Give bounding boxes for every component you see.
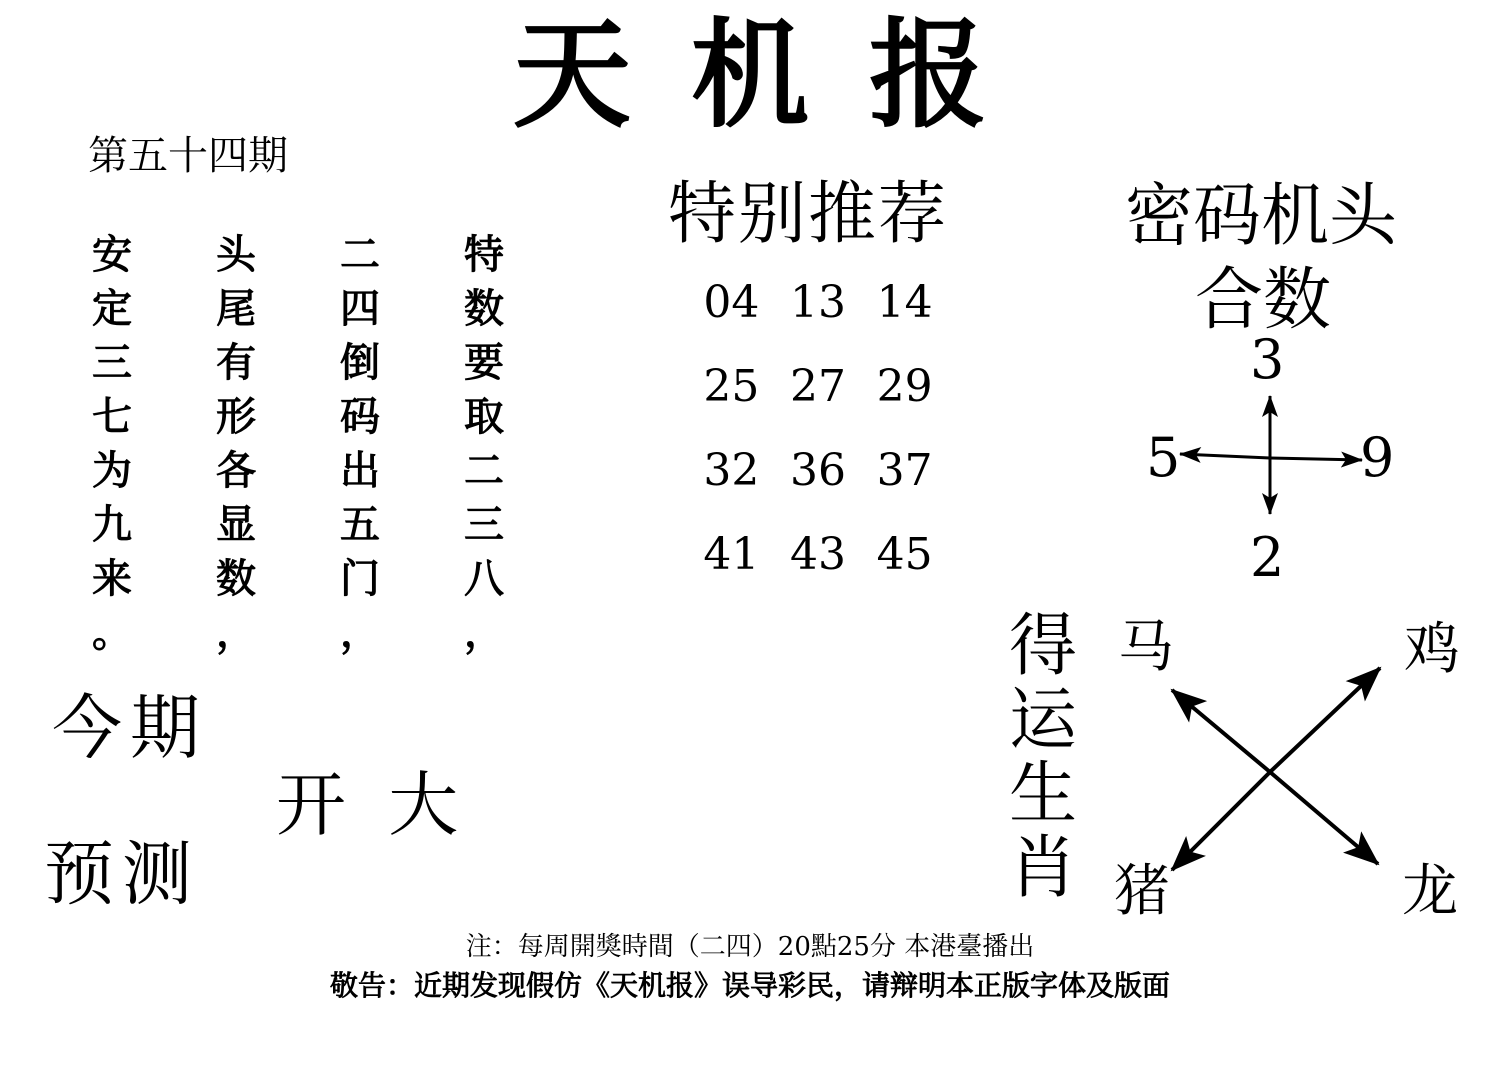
- poem-char: 码: [340, 394, 380, 440]
- recommend-number: 41: [703, 529, 760, 580]
- poem-char: 各: [216, 448, 256, 494]
- recommend-row: [688, 446, 948, 496]
- recommend-row: [688, 362, 948, 412]
- poem-char: 来: [92, 556, 132, 602]
- poem-char: 二: [464, 448, 504, 494]
- poem-char: 九: [92, 502, 132, 548]
- newspaper-title: 天机报: [512, 6, 1047, 144]
- recommend-number: 13: [790, 277, 846, 328]
- poem-char: 。: [92, 610, 132, 656]
- poem-char: 三: [464, 502, 504, 548]
- forecast-line-3: 预测: [44, 833, 200, 915]
- broadcast-note: 注：每周開獎時間（二四）20點25分 本港臺播出: [465, 932, 1035, 962]
- poem-char: 门: [340, 556, 380, 602]
- poem-char: 形: [216, 394, 256, 440]
- code-number-top: 3: [1250, 328, 1285, 391]
- poem-char: ，: [216, 610, 256, 656]
- poem-char: 出: [340, 448, 380, 494]
- recommend-number: 04: [703, 277, 760, 328]
- poem-char: 定: [92, 286, 132, 332]
- poem-char: 三: [92, 340, 132, 386]
- poem-column-2: [206, 228, 266, 660]
- recommend-number: 27: [790, 361, 846, 412]
- poem-char: 四: [340, 286, 380, 332]
- lucky-zodiac-title: [1008, 607, 1078, 908]
- poem-char: ，: [464, 610, 504, 656]
- recommend-row: [688, 278, 948, 328]
- poem-char: 显: [216, 502, 256, 548]
- poem-char: 有: [216, 340, 256, 386]
- x-arrows: [1172, 668, 1380, 870]
- poem-column-3: [330, 228, 390, 660]
- code-head-title: 密码机头: [1125, 177, 1398, 256]
- code-number-right: 9: [1360, 426, 1395, 489]
- poem-char: 为: [92, 448, 132, 494]
- poem-char: 倒: [340, 340, 380, 386]
- poem-char: 特: [464, 232, 504, 278]
- poem-char: 二: [340, 232, 380, 278]
- poem-column-4: [454, 228, 514, 660]
- zodiac-bottom-left: 猪: [1114, 859, 1170, 924]
- poem-column-1: [82, 228, 142, 660]
- poem-char: 八: [464, 556, 504, 602]
- cross-arrows: [1180, 396, 1362, 514]
- recommend-number: 37: [876, 445, 933, 496]
- zodiac-bottom-right: 龙: [1402, 859, 1458, 924]
- recommend-number: 36: [790, 445, 846, 496]
- warning-notice: 敬告：近期发现假仿《天机报》误导彩民，请辩明本正版字体及版面: [329, 969, 1170, 1002]
- recommend-row: [688, 530, 948, 580]
- zodiac-top-left: 马: [1118, 615, 1174, 680]
- poem-char: 头: [216, 232, 256, 278]
- poem-char: 数: [464, 286, 504, 332]
- recommend-number: 25: [703, 361, 760, 412]
- zodiac-top-right: 鸡: [1404, 617, 1460, 682]
- lucky-zodiac-title-char: 肖: [1008, 829, 1077, 908]
- issue-number: 第五十四期: [88, 133, 288, 179]
- recommend-number: 43: [790, 529, 846, 580]
- recommend-number: 14: [876, 277, 933, 328]
- code-number-bottom: 2: [1250, 526, 1285, 589]
- recommend-number: 29: [876, 361, 933, 412]
- lucky-zodiac-title-char: 运: [1008, 681, 1077, 760]
- poem-char: 取: [464, 394, 504, 440]
- forecast-line-2: 开 大: [276, 764, 469, 846]
- code-number-left: 5: [1146, 426, 1181, 489]
- special-recommend-title: 特别推荐: [668, 175, 949, 254]
- lucky-zodiac-title-char: 生: [1008, 755, 1077, 834]
- poem-char: 尾: [216, 286, 256, 332]
- poem-char: ，: [340, 610, 380, 656]
- poem-char: 安: [92, 232, 132, 278]
- lucky-zodiac-title-char: 得: [1008, 607, 1077, 686]
- recommend-number: 32: [703, 445, 760, 496]
- recommend-number: 45: [876, 529, 933, 580]
- forecast-line-1: 今期: [52, 687, 208, 769]
- poem-char: 数: [216, 556, 256, 602]
- poem-char: 五: [340, 502, 380, 548]
- poem-char: 要: [464, 340, 504, 386]
- poem-char: 七: [92, 394, 132, 440]
- code-head-subtitle: 合数: [1195, 261, 1332, 340]
